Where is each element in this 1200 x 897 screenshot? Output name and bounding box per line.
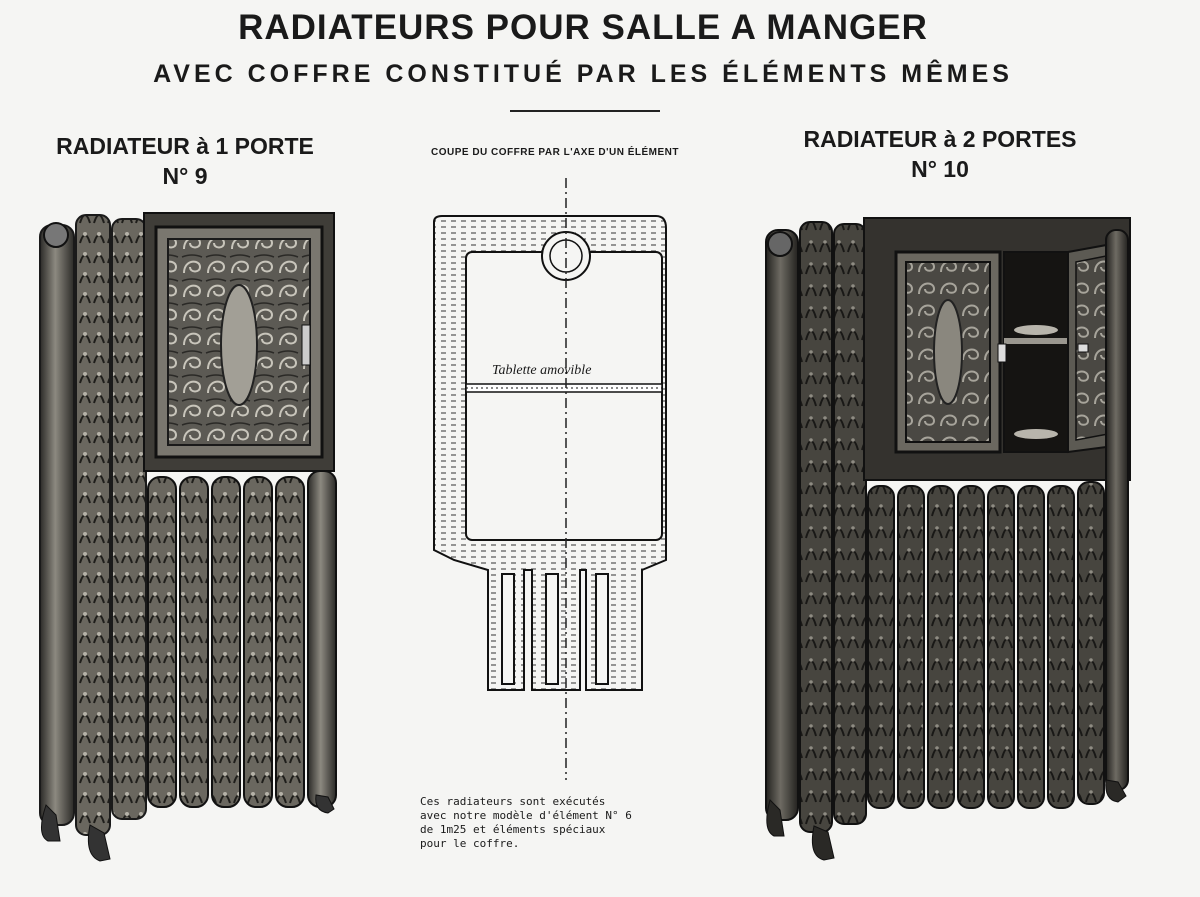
note-line: Ces radiateurs sont exécutés — [420, 795, 606, 808]
page-subtitle: AVEC COFFRE CONSTITUÉ PAR LES ÉLÉMENTS MÊMES — [153, 60, 1013, 88]
cross-section-diagram — [420, 170, 680, 790]
title-divider — [510, 110, 660, 112]
page-title: RADIATEURS POUR SALLE A MANGER — [238, 8, 928, 47]
section-caption: COUPE DU COFFRE PAR L'AXE D'UN ÉLÉMENT — [430, 147, 680, 158]
note-line: de 1m25 et éléments spéciaux — [420, 823, 606, 836]
left-model-number: N° 9 — [162, 163, 208, 189]
note-paragraph — [420, 795, 720, 851]
left-caption: RADIATEUR à 1 PORTE — [56, 133, 314, 159]
right-caption: RADIATEUR à 2 PORTES — [803, 126, 1077, 152]
right-model-number: N° 10 — [911, 156, 969, 182]
radiator-two-doors-illustration — [762, 210, 1134, 862]
note-line: pour le coffre. — [420, 837, 520, 850]
note-line: avec notre modèle d'élément N° 6 — [420, 809, 632, 822]
shelf-label: Tablette amovible — [492, 363, 592, 378]
radiator-one-door-illustration — [36, 205, 342, 865]
